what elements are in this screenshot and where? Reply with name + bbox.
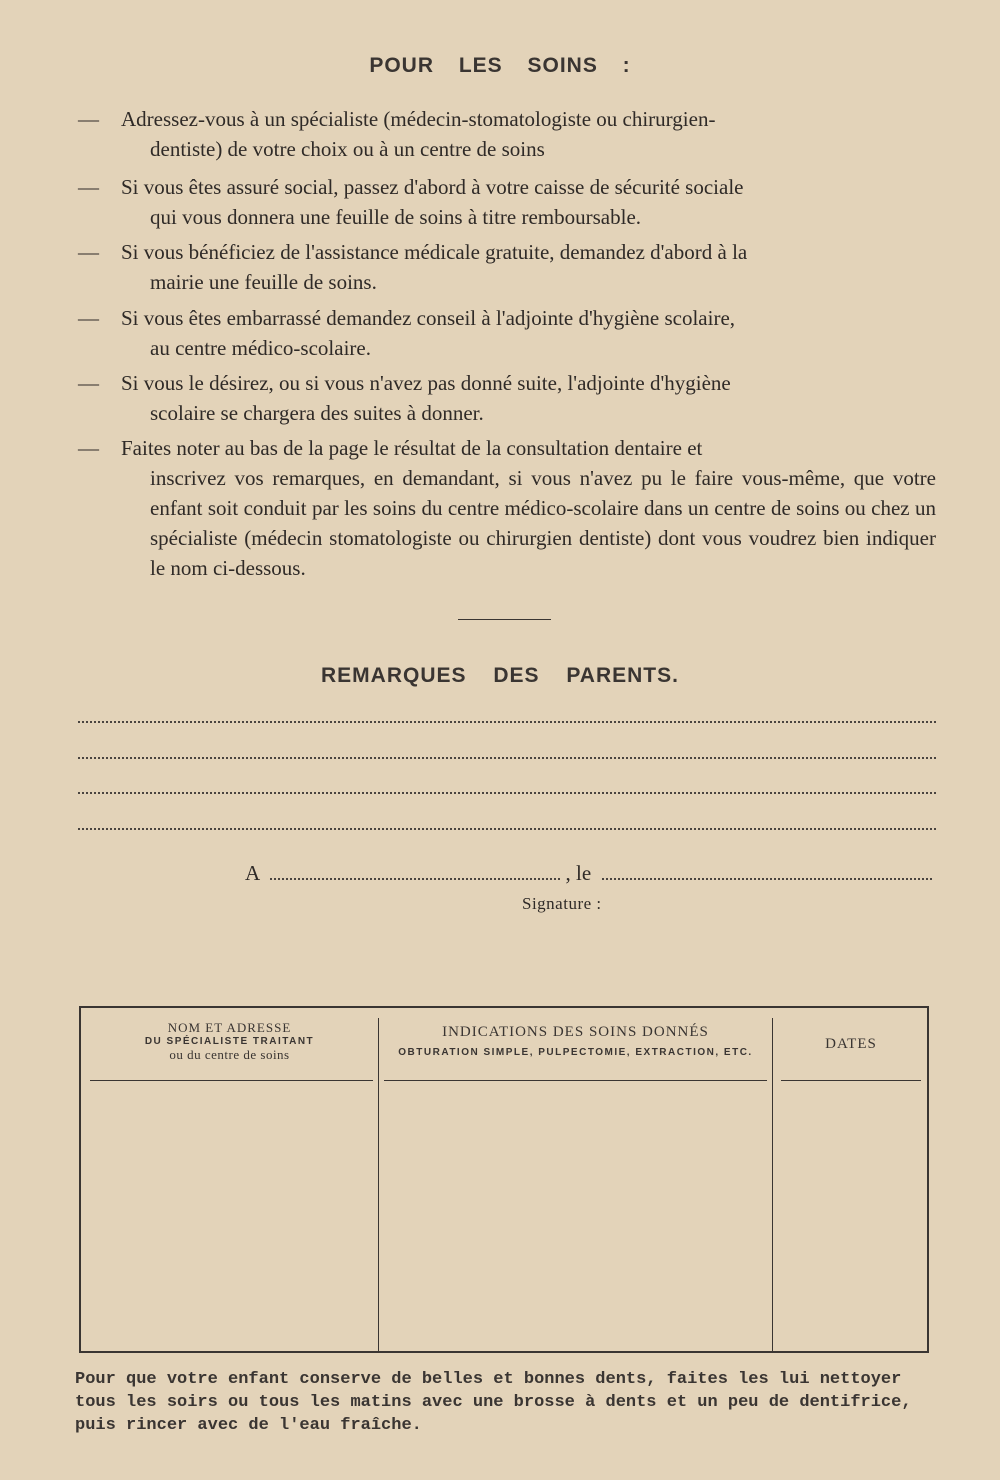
header-rule bbox=[90, 1080, 373, 1081]
instruction-line: Si vous bénéficiez de l'assistance médicale gratuite, demandez d'abord à la bbox=[121, 240, 748, 264]
instruction-item bbox=[78, 433, 936, 583]
place-field[interactable] bbox=[270, 858, 560, 880]
column-divider bbox=[772, 1018, 773, 1351]
date-label: , le bbox=[565, 861, 592, 885]
instruction-continuation: qui vous donnera une feuille de soins à titre remboursable. bbox=[150, 205, 642, 229]
instruction-item bbox=[78, 172, 936, 232]
instruction-line: Faites noter au bas de la page le résultat de la consultation dentaire et bbox=[121, 436, 703, 460]
specialist-cell[interactable] bbox=[83, 1084, 376, 1349]
column-divider bbox=[378, 1018, 379, 1351]
dash-mark: — bbox=[78, 240, 99, 264]
instruction-continuation: dentiste) de votre choix ou à un centre de soins bbox=[150, 137, 545, 161]
advice-line: tous les soirs ou tous les matins avec une brosse à dents et un peu de dentifrice, bbox=[75, 1393, 912, 1412]
instruction-line: Adressez-vous à un spécialiste (médecin-stomatologiste ou chirurgien- bbox=[121, 107, 716, 131]
col-header-line: ou du centre de soins bbox=[169, 1047, 290, 1062]
dates-cell[interactable] bbox=[775, 1084, 925, 1349]
instruction-item bbox=[78, 237, 936, 297]
signature-label: Signature : bbox=[522, 894, 602, 913]
instruction-continuation: inscrivez vos remarques, en demandant, si vous n'avez pu le faire vous-même, que votre enfant soit conduit par les soins du centre médico-scolaire dans un centre de soins ou chez un spécialiste (médecin stomatologiste ou chirurgien dentiste) dont vous voudrez bien indiquer le nom ci-dessous. bbox=[150, 466, 936, 580]
remarks-line[interactable] bbox=[78, 721, 936, 723]
instruction-line: Si vous le désirez, ou si vous n'avez pas donné suite, l'adjointe d'hygiène bbox=[121, 371, 731, 395]
date-field[interactable] bbox=[602, 858, 932, 880]
remarks-line[interactable] bbox=[78, 757, 936, 759]
section-title-remarques: REMARQUES DES PARENTS. bbox=[321, 664, 679, 687]
col-header-dates bbox=[773, 1036, 929, 1053]
instruction-line: Si vous êtes embarrassé demandez conseil à l'adjointe d'hygiène scolaire, bbox=[121, 306, 736, 330]
instruction-continuation: mairie une feuille de soins. bbox=[150, 270, 377, 294]
advice-line: puis rincer avec de l'eau fraîche. bbox=[75, 1416, 422, 1435]
section-divider bbox=[458, 619, 551, 620]
header-rule bbox=[781, 1080, 921, 1081]
instruction-continuation: scolaire se chargera des suites à donner. bbox=[150, 401, 484, 425]
instruction-item bbox=[78, 368, 936, 428]
instruction-item bbox=[78, 303, 936, 363]
remarks-line[interactable] bbox=[78, 828, 936, 830]
place-label: A bbox=[245, 861, 260, 885]
header-rule bbox=[384, 1080, 767, 1081]
place-row bbox=[245, 858, 932, 886]
instruction-item bbox=[78, 104, 936, 164]
col-header-line: DU SPÉCIALISTE TRAITANT bbox=[144, 1036, 315, 1047]
dash-mark: — bbox=[78, 107, 99, 131]
care-table bbox=[79, 1006, 929, 1353]
dash-mark: — bbox=[78, 175, 99, 199]
instruction-line: Si vous êtes assuré social, passez d'abord à votre caisse de sécurité sociale bbox=[121, 175, 744, 199]
dash-mark: — bbox=[78, 436, 99, 460]
col-header-line: OBTURATION SIMPLE, PULPECTOMIE, EXTRACTION, ETC. bbox=[398, 1047, 753, 1058]
remarks-line[interactable] bbox=[78, 792, 936, 794]
dash-mark: — bbox=[78, 371, 99, 395]
dash-mark: — bbox=[78, 306, 99, 330]
col-header-line: NOM ET ADRESSE bbox=[167, 1020, 292, 1035]
advice-line: Pour que votre enfant conserve de belles et bonnes dents, faites les lui nettoyer bbox=[75, 1370, 902, 1389]
col-header-specialist bbox=[81, 1020, 378, 1063]
indications-cell[interactable] bbox=[381, 1084, 770, 1349]
col-header-line: INDICATIONS DES SOINS DONNÉS bbox=[442, 1024, 709, 1040]
dental-advice bbox=[75, 1368, 935, 1437]
section-title-soins: POUR LES SOINS : bbox=[369, 54, 631, 77]
col-header-indications bbox=[379, 1024, 772, 1058]
instruction-continuation: au centre médico-scolaire. bbox=[150, 336, 371, 360]
col-header-line: DATES bbox=[825, 1036, 877, 1052]
